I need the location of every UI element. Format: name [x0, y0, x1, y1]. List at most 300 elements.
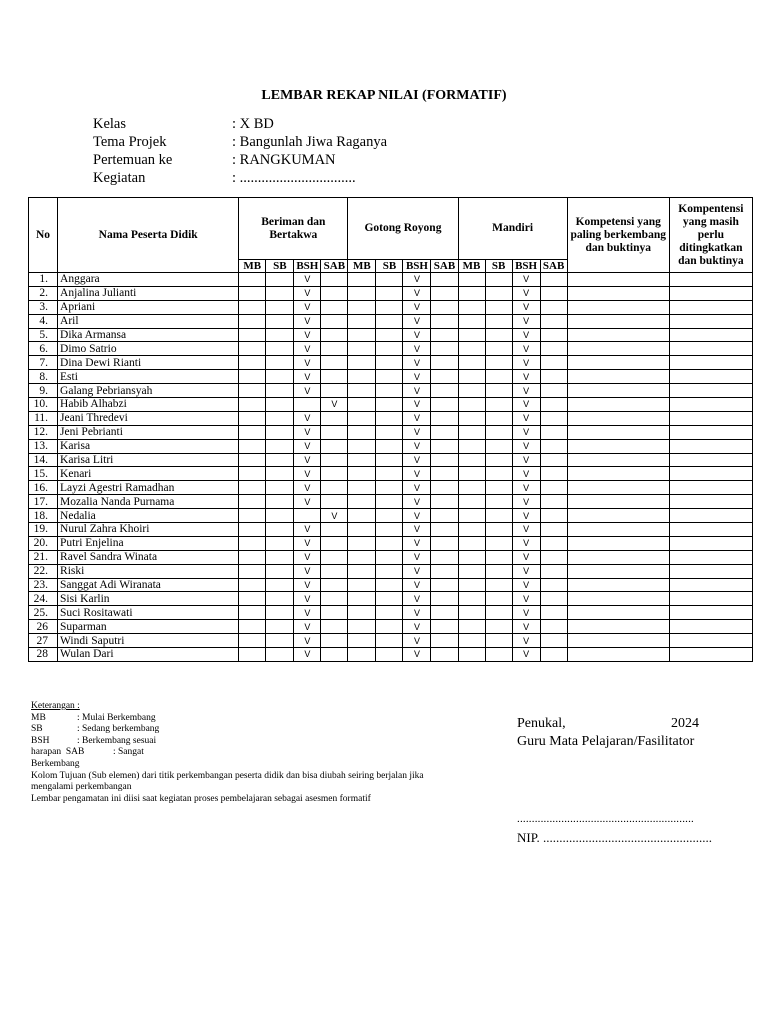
assessment-mark: [376, 578, 403, 592]
competency-improve-cell: [669, 370, 752, 384]
assessment-mark: [266, 481, 294, 495]
competency-developed-cell: [567, 550, 669, 564]
row-number: 19.: [29, 523, 58, 537]
competency-developed-cell: [567, 578, 669, 592]
assessment-mark: V: [403, 425, 431, 439]
assessment-mark: [266, 328, 294, 342]
assessment-mark: V: [294, 648, 321, 662]
competency-developed-cell: [567, 342, 669, 356]
row-number: 26: [29, 620, 58, 634]
assessment-mark: [239, 370, 266, 384]
assessment-mark: [321, 620, 348, 634]
assessment-mark: [321, 564, 348, 578]
signature-name-line: ............................................................: [517, 813, 694, 825]
assessment-mark: V: [294, 273, 321, 287]
student-name: Windi Saputri: [58, 634, 239, 648]
assessment-mark: [376, 439, 403, 453]
assessment-mark: [458, 370, 485, 384]
assessment-mark: [485, 273, 512, 287]
assessment-mark: [348, 606, 376, 620]
assessment-mark: V: [294, 564, 321, 578]
competency-developed-cell: [567, 356, 669, 370]
assessment-mark: [485, 384, 512, 398]
assessment-mark: [431, 425, 458, 439]
legend-item: [31, 747, 424, 759]
assessment-mark: [266, 523, 294, 537]
assessment-mark: [485, 411, 512, 425]
note-line: mengalami perkembangan: [31, 782, 132, 793]
assessment-mark: V: [403, 439, 431, 453]
info-label: Tema Projek: [93, 134, 167, 150]
assessment-mark: [294, 509, 321, 523]
assessment-mark: V: [403, 536, 431, 550]
assessment-mark: V: [403, 384, 431, 398]
assessment-mark: [431, 523, 458, 537]
student-name: Riski: [58, 564, 239, 578]
assessment-mark: [348, 634, 376, 648]
competency-developed-cell: [567, 286, 669, 300]
assessment-mark: [431, 384, 458, 398]
student-name: Jeani Thredevi: [58, 411, 239, 425]
assessment-mark: [376, 620, 403, 634]
student-name: Jeni Pebrianti: [58, 425, 239, 439]
assessment-mark: [431, 286, 458, 300]
competency-improve-cell: [669, 606, 752, 620]
assessment-mark: [348, 384, 376, 398]
assessment-mark: V: [294, 481, 321, 495]
competency-developed-cell: [567, 523, 669, 537]
assessment-mark: [485, 606, 512, 620]
row-number: 27: [29, 634, 58, 648]
row-number: 21.: [29, 550, 58, 564]
assessment-mark: [540, 425, 567, 439]
row-number: 4.: [29, 314, 58, 328]
assessment-mark: V: [403, 314, 431, 328]
assessment-mark: V: [512, 439, 540, 453]
assessment-mark: [458, 648, 485, 662]
assessment-mark: V: [294, 536, 321, 550]
assessment-mark: V: [294, 314, 321, 328]
row-number: 11.: [29, 411, 58, 425]
assessment-mark: [376, 273, 403, 287]
assessment-mark: [458, 425, 485, 439]
assessment-mark: [458, 384, 485, 398]
assessment-mark: V: [512, 536, 540, 550]
legend-desc-cont: Berkembang: [31, 758, 80, 769]
assessment-mark: [485, 328, 512, 342]
row-number: 5.: [29, 328, 58, 342]
assessment-mark: [540, 273, 567, 287]
competency-improve-cell: [669, 620, 752, 634]
assessment-mark: [376, 634, 403, 648]
assessment-mark: V: [294, 439, 321, 453]
legend-code: BSH: [31, 735, 50, 746]
assessment-mark: [376, 398, 403, 412]
assessment-mark: [321, 536, 348, 550]
assessment-mark: [376, 356, 403, 370]
assessment-mark: [485, 453, 512, 467]
assessment-mark: [485, 314, 512, 328]
student-name: Ravel Sandra Winata: [58, 550, 239, 564]
assessment-mark: [348, 481, 376, 495]
assessment-mark: [485, 536, 512, 550]
assessment-mark: [540, 286, 567, 300]
assessment-mark: [321, 578, 348, 592]
assessment-mark: [348, 578, 376, 592]
competency-developed-cell: [567, 536, 669, 550]
legend-item: [31, 724, 424, 736]
assessment-mark: [321, 370, 348, 384]
table-row: [29, 314, 753, 328]
assessment-mark: [266, 384, 294, 398]
table-row: [29, 370, 753, 384]
assessment-mark: [540, 342, 567, 356]
table-row: [29, 620, 753, 634]
table-row: [29, 648, 753, 662]
competency-improve-cell: [669, 564, 752, 578]
assessment-mark: [540, 509, 567, 523]
assessment-mark: [239, 620, 266, 634]
assessment-mark: V: [512, 564, 540, 578]
header-group-gotong-royong: Gotong Royong: [348, 198, 458, 260]
assessment-mark: [376, 606, 403, 620]
assessment-mark: [376, 467, 403, 481]
signature-role: Guru Mata Pelajaran/Fasilitator: [517, 734, 695, 749]
row-number: 6.: [29, 342, 58, 356]
header-no: No: [29, 198, 58, 273]
assessment-mark: V: [403, 370, 431, 384]
assessment-mark: V: [403, 592, 431, 606]
level-header: BSH: [512, 260, 540, 273]
assessment-mark: [348, 648, 376, 662]
assessment-mark: [431, 398, 458, 412]
assessment-mark: [376, 481, 403, 495]
assessment-mark: [321, 328, 348, 342]
assessment-mark: [431, 648, 458, 662]
legend-item: [31, 736, 424, 748]
assessment-mark: [239, 342, 266, 356]
assessment-mark: [294, 398, 321, 412]
assessment-mark: [376, 370, 403, 384]
assessment-mark: [485, 592, 512, 606]
competency-developed-cell: [567, 564, 669, 578]
info-row-kegiatan: [93, 169, 356, 187]
competency-improve-cell: [669, 342, 752, 356]
level-header: SAB: [540, 260, 567, 273]
table-row: [29, 481, 753, 495]
assessment-mark: [321, 314, 348, 328]
assessment-mark: [458, 439, 485, 453]
legend-code: SB: [31, 724, 43, 735]
competency-improve-cell: [669, 495, 752, 509]
table-row: [29, 467, 753, 481]
assessment-mark: V: [512, 648, 540, 662]
assessment-mark: [458, 620, 485, 634]
assessment-mark: [458, 467, 485, 481]
assessment-mark: [266, 411, 294, 425]
assessment-mark: [540, 495, 567, 509]
assessment-mark: [376, 550, 403, 564]
assessment-mark: [540, 467, 567, 481]
competency-improve-cell: [669, 467, 752, 481]
assessment-mark: [485, 578, 512, 592]
assessment-mark: V: [294, 620, 321, 634]
row-number: 1.: [29, 273, 58, 287]
assessment-mark: [540, 648, 567, 662]
assessment-mark: [239, 564, 266, 578]
assessment-mark: [239, 286, 266, 300]
assessment-mark: V: [403, 481, 431, 495]
assessment-mark: [266, 467, 294, 481]
row-number: 2.: [29, 286, 58, 300]
assessment-mark: V: [403, 286, 431, 300]
student-name: Karisa: [58, 439, 239, 453]
assessment-mark: [431, 578, 458, 592]
assessment-mark: V: [512, 342, 540, 356]
assessment-mark: [485, 286, 512, 300]
table-row: [29, 300, 753, 314]
assessment-mark: [266, 453, 294, 467]
student-name: Aril: [58, 314, 239, 328]
assessment-mark: [376, 314, 403, 328]
assessment-mark: [239, 648, 266, 662]
legend-heading: Keterangan :: [31, 701, 80, 711]
student-name: Sisi Karlin: [58, 592, 239, 606]
competency-developed-cell: [567, 370, 669, 384]
assessment-mark: [431, 564, 458, 578]
assessment-mark: [431, 300, 458, 314]
assessment-mark: [348, 620, 376, 634]
assessment-mark: V: [403, 467, 431, 481]
assessment-mark: [239, 300, 266, 314]
assessment-mark: [540, 384, 567, 398]
competency-developed-cell: [567, 495, 669, 509]
assessment-mark: V: [294, 425, 321, 439]
competency-developed-cell: [567, 328, 669, 342]
assessment-mark: [321, 342, 348, 356]
table-row: [29, 606, 753, 620]
assessment-mark: [348, 592, 376, 606]
row-number: 7.: [29, 356, 58, 370]
assessment-mark: [431, 481, 458, 495]
competency-developed-cell: [567, 509, 669, 523]
row-number: 20.: [29, 536, 58, 550]
competency-improve-cell: [669, 273, 752, 287]
assessment-mark: [321, 606, 348, 620]
info-row-kelas: [93, 115, 274, 133]
assessment-mark: [485, 439, 512, 453]
assessment-mark: [321, 495, 348, 509]
student-name: Sanggat Adi Wiranata: [58, 578, 239, 592]
assessment-mark: V: [294, 328, 321, 342]
assessment-mark: V: [294, 286, 321, 300]
row-number: 16.: [29, 481, 58, 495]
header-group-beriman: Beriman dan Bertakwa: [239, 198, 348, 260]
assessment-mark: [540, 314, 567, 328]
assessment-mark: [376, 564, 403, 578]
assessment-mark: [321, 550, 348, 564]
competency-developed-cell: [567, 300, 669, 314]
assessment-mark: V: [512, 509, 540, 523]
row-number: 8.: [29, 370, 58, 384]
table-row: [29, 384, 753, 398]
assessment-mark: [348, 314, 376, 328]
assessment-mark: [348, 273, 376, 287]
assessment-mark: [239, 384, 266, 398]
competency-developed-cell: [567, 467, 669, 481]
assessment-mark: V: [294, 578, 321, 592]
table-row: [29, 398, 753, 412]
assessment-mark: [266, 286, 294, 300]
competency-improve-cell: [669, 523, 752, 537]
assessment-mark: [266, 564, 294, 578]
assessment-mark: [431, 273, 458, 287]
assessment-mark: [431, 328, 458, 342]
row-number: 17.: [29, 495, 58, 509]
assessment-mark: [266, 620, 294, 634]
table-row: [29, 328, 753, 342]
assessment-mark: V: [403, 411, 431, 425]
legend-item: [31, 713, 424, 725]
assessment-mark: [485, 634, 512, 648]
note-line: Kolom Tujuan (Sub elemen) dari titik perkembangan peserta didik dan bisa diubah seiring berjalan jika: [31, 770, 424, 781]
assessment-mark: [431, 467, 458, 481]
assessment-mark: [239, 592, 266, 606]
assessment-mark: [266, 495, 294, 509]
assessment-mark: V: [294, 356, 321, 370]
student-name: Dimo Satrio: [58, 342, 239, 356]
assessment-mark: [431, 411, 458, 425]
assessment-mark: V: [512, 328, 540, 342]
competency-improve-cell: [669, 328, 752, 342]
assessment-mark: [239, 425, 266, 439]
assessment-mark: [458, 550, 485, 564]
assessment-mark: [540, 606, 567, 620]
student-name: Esti: [58, 370, 239, 384]
competency-improve-cell: [669, 509, 752, 523]
competency-improve-cell: [669, 453, 752, 467]
assessment-mark: [540, 356, 567, 370]
table-row: [29, 509, 753, 523]
table-row: [29, 286, 753, 300]
assessment-mark: [458, 634, 485, 648]
table-row: [29, 411, 753, 425]
competency-improve-cell: [669, 550, 752, 564]
assessment-mark: V: [403, 273, 431, 287]
assessment-mark: [376, 425, 403, 439]
table-row: [29, 273, 753, 287]
level-header: SB: [485, 260, 512, 273]
assessment-mark: [239, 536, 266, 550]
assessment-mark: V: [403, 328, 431, 342]
assessment-mark: V: [294, 634, 321, 648]
assessment-mark: [348, 356, 376, 370]
competency-developed-cell: [567, 384, 669, 398]
table-row: [29, 564, 753, 578]
student-name: Anjalina Julianti: [58, 286, 239, 300]
level-header: SB: [376, 260, 403, 273]
assessment-mark: V: [512, 314, 540, 328]
assessment-mark: [540, 300, 567, 314]
assessment-mark: [540, 536, 567, 550]
student-name: Nurul Zahra Khoiri: [58, 523, 239, 537]
info-value: : X BD: [232, 116, 274, 132]
student-name: Suci Rositawati: [58, 606, 239, 620]
row-number: 10.: [29, 398, 58, 412]
assessment-mark: [540, 481, 567, 495]
assessment-mark: [321, 523, 348, 537]
assessment-mark: [485, 495, 512, 509]
legend-desc: : Sangat: [113, 747, 144, 758]
assessment-mark: [540, 370, 567, 384]
assessment-mark: V: [294, 467, 321, 481]
assessment-mark: [540, 592, 567, 606]
assessment-mark: [376, 384, 403, 398]
assessment-mark: [239, 328, 266, 342]
assessment-mark: V: [403, 578, 431, 592]
assessment-mark: [348, 425, 376, 439]
legend-desc: : Berkembang sesuai: [77, 735, 157, 746]
assessment-mark: [540, 578, 567, 592]
assessment-mark: [239, 356, 266, 370]
table-row: [29, 550, 753, 564]
student-name: Wulan Dari: [58, 648, 239, 662]
table-row: [29, 523, 753, 537]
assessment-mark: [485, 648, 512, 662]
assessment-mark: V: [403, 634, 431, 648]
assessment-mark: [239, 398, 266, 412]
assessment-mark: [458, 606, 485, 620]
assessment-mark: [239, 578, 266, 592]
level-header: SAB: [321, 260, 348, 273]
assessment-mark: [266, 550, 294, 564]
assessment-mark: V: [403, 550, 431, 564]
assessment-mark: [376, 300, 403, 314]
assessment-mark: [348, 300, 376, 314]
assessment-mark: V: [512, 300, 540, 314]
assessment-mark: [376, 523, 403, 537]
student-name: Kenari: [58, 467, 239, 481]
assessment-mark: [458, 411, 485, 425]
legend-notes: [31, 701, 424, 805]
level-header: MB: [239, 260, 266, 273]
assessment-mark: [321, 300, 348, 314]
assessment-mark: [239, 411, 266, 425]
assessment-mark: V: [512, 273, 540, 287]
table-row: [29, 634, 753, 648]
assessment-mark: [239, 314, 266, 328]
assessment-mark: [348, 328, 376, 342]
assessment-mark: [485, 620, 512, 634]
assessment-mark: V: [294, 495, 321, 509]
assessment-mark: V: [403, 509, 431, 523]
assessment-mark: V: [294, 523, 321, 537]
assessment-mark: V: [403, 398, 431, 412]
assessment-mark: [431, 536, 458, 550]
assessment-mark: [458, 342, 485, 356]
assessment-mark: [458, 398, 485, 412]
table-row: [29, 495, 753, 509]
row-number: 18.: [29, 509, 58, 523]
assessment-mark: [348, 342, 376, 356]
assessment-mark: [431, 509, 458, 523]
assessment-mark: [485, 425, 512, 439]
assessment-mark: [458, 481, 485, 495]
assessment-mark: [266, 536, 294, 550]
assessment-mark: [458, 509, 485, 523]
assessment-mark: V: [403, 523, 431, 537]
assessment-mark: [266, 578, 294, 592]
